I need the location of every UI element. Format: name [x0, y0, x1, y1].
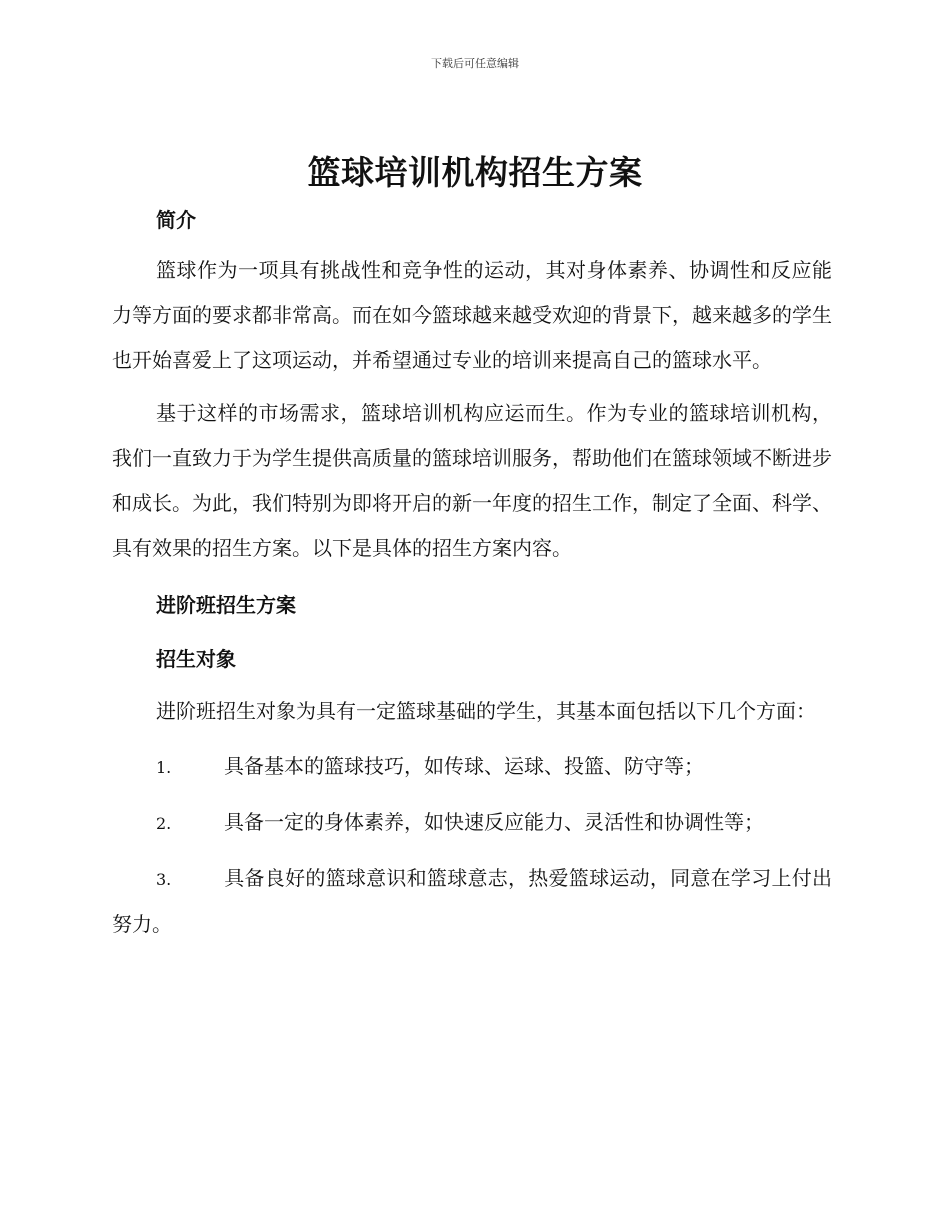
document-title: 篮球培训机构招生方案 [307, 153, 643, 192]
list-item [112, 856, 832, 947]
target-paragraph: 进阶班招生对象为具有一定篮球基础的学生，其基本面包括以下几个方面： [156, 699, 816, 723]
section-heading-target: 招生对象 [156, 647, 236, 671]
intro-paragraph-1: 篮球作为一项具有挑战性和竞争性的运动，其对身体素养、协调性和反应能力等方面的要求都非常高。而在如今篮球越来越受欢迎的背景下，越来越多的学生也开始喜爱上了这项运动，并希望通过专业的培训来提高自己的篮球水平。 [112, 258, 832, 372]
list-item-text: 具备良好的篮球意识和篮球意志，热爱篮球运动，同意在学习上付出努力。 [112, 866, 832, 936]
header-note: 下载后可任意编辑 [431, 57, 519, 70]
list-number: 3. [156, 870, 172, 889]
document-body [112, 200, 832, 947]
list-item [112, 800, 832, 846]
section-heading-intro: 简介 [156, 208, 196, 232]
list-number: 2. [156, 814, 172, 833]
intro-paragraph-2: 基于这样的市场需求，篮球培训机构应运而生。作为专业的篮球培训机构，我们一直致力于为学生提供高质量的篮球培训服务，帮助他们在篮球领域不断进步和成长。为此，我们特别为即将开启的新一年度的招生工作，制定了全面、科学、具有效果的招生方案。以下是具体的招生方案内容。 [112, 401, 832, 560]
list-item-text: 具备一定的身体素养，如快速反应能力、灵活性和协调性等； [224, 810, 764, 834]
section-heading-advanced: 进阶班招生方案 [156, 593, 296, 617]
list-number: 1. [156, 758, 172, 777]
list-item [112, 744, 832, 790]
list-item-text: 具备基本的篮球技巧，如传球、运球、投篮、防守等； [224, 754, 704, 778]
